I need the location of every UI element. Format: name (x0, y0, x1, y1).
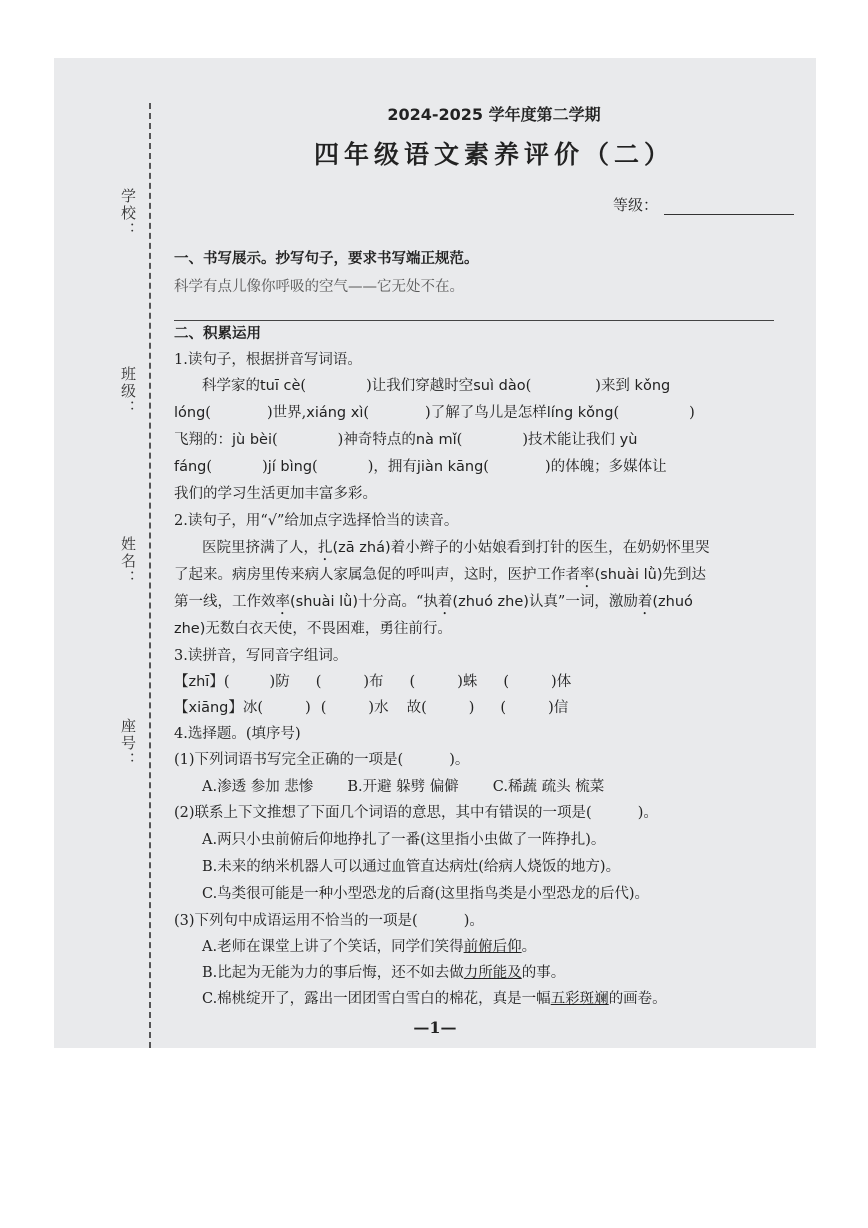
q4-3-stem: (3)下列句中成语运用不恰当的一项是( )。 (174, 913, 484, 929)
q4-2-stem: (2)联系上下文推想了下面几个词语的意思，其中有错误的一项是( )。 (174, 805, 658, 821)
q1-line-1: 科学家的tuī cè( )让我们穿越时空suì dào( )来到 kǒng (202, 378, 671, 394)
option-c[interactable]: C.棉桃绽开了，露出一团团雪白雪白的棉花，真是一幅五彩斑斓的画卷。 (202, 991, 667, 1007)
reading-options[interactable]: (zā zhá) (332, 540, 391, 556)
option-a[interactable]: A.渗透 参加 悲惨 (202, 779, 314, 795)
page-number: —1— (413, 1018, 457, 1037)
q1-prompt: 1.读句子，根据拼音写词语。 (174, 352, 362, 368)
q3-prompt: 3.读拼音，写同音字组词。 (174, 648, 348, 664)
q4-1-options (202, 775, 604, 796)
option-a[interactable]: A.两只小虫前俯后仰地挣扎了一番(这里指小虫做了一阵挣扎)。 (202, 832, 606, 848)
option-c[interactable]: C.鸟类很可能是一种小型恐龙的后裔(这里指鸟类是小型恐龙的后代)。 (202, 886, 649, 902)
copy-sentence: 科学有点儿像你呼吸的空气——它无处不在。 (174, 279, 464, 295)
section-2-heading: 二、积累运用 (174, 326, 261, 342)
q3-row-xiang: 【xiāng】冰( ) ( )水 故( ) ( )信 (174, 700, 569, 716)
year-term: 2024-2025 学年度第二学期 (387, 105, 601, 124)
q1-line-4: fáng( )jí bìng( )，拥有jiàn kāng( )的体魄；多媒体让 (174, 459, 667, 475)
exam-content (174, 102, 794, 1007)
grade-label: 等级： (612, 196, 658, 214)
reading-options[interactable]: (zhuó zhe) (452, 594, 529, 610)
option-b[interactable]: B.比起为无能为力的事后悔，还不如去做力所能及的事。 (202, 965, 566, 981)
option-b[interactable]: B.开避 躲劈 偏僻 (347, 779, 459, 795)
seat-field-label: 座号： (119, 718, 137, 769)
q2-line-4: zhe)无数白衣天使，不畏困难，勇往前行。 (174, 621, 452, 637)
q1-line-3: 飞翔的：jù bèi( )神奇特点的nà mǐ( )技术能让我们 yù (174, 432, 638, 448)
q2-prompt: 2.读句子，用“√”给加点字选择恰当的读音。 (174, 513, 459, 529)
q2-line-1: 医院里挤满了人，扎(zā zhá)着小辫子的小姑娘看到打针的医生，在奶奶怀里哭 (202, 540, 710, 556)
q1-line-2: lóng( )世界,xiáng xì( )了解了鸟儿是怎样líng kǒng( ) (174, 405, 695, 421)
q4-prompt: 4.选择题。(填序号) (174, 726, 301, 742)
class-field-label: 班级： (119, 366, 137, 417)
option-a[interactable]: A.老师在课堂上讲了个笑话，同学们笑得前俯后仰。 (202, 939, 537, 955)
name-field-label: 姓名： (119, 536, 137, 587)
q2-line-3: 第一线，工作效率(shuài lǜ)十分高。“执着(zhuó zhe)认真”一词，激励着(zhuó (174, 594, 693, 610)
grade-blank[interactable] (664, 198, 794, 215)
q3-row-zhi: 【zhī】( )防 ( )布 ( )蛛 ( )体 (174, 674, 572, 690)
q1-line-5: 我们的学习生活更加丰富多彩。 (174, 486, 377, 502)
school-field-label: 学校： (119, 188, 137, 239)
option-b[interactable]: B.未来的纳米机器人可以通过血管直达病灶(给病人烧饭的地方)。 (202, 859, 621, 875)
q4-1-stem: (1)下列词语书写完全正确的一项是( )。 (174, 752, 470, 768)
reading-options[interactable]: (shuài lǜ) (290, 594, 358, 610)
binding-cut-line (149, 103, 151, 1048)
copy-writing-line[interactable] (174, 320, 774, 321)
section-1-heading: 一、书写展示。抄写句子，要求书写端正规范。 (174, 251, 479, 267)
grade-field (613, 194, 794, 215)
exam-paper (54, 58, 816, 1048)
exam-title: 四年级语文素养评价（二） (313, 140, 674, 169)
option-c[interactable]: C.稀蔬 疏头 梳菜 (492, 779, 605, 795)
reading-options[interactable]: (shuài lǜ) (594, 567, 663, 583)
reading-options[interactable]: (zhuó (652, 594, 693, 610)
q2-line-2: 了起来。病房里传来病人家属急促的呼叫声，这时，医护工作者率(shuài lǜ)先到达 (174, 567, 706, 583)
